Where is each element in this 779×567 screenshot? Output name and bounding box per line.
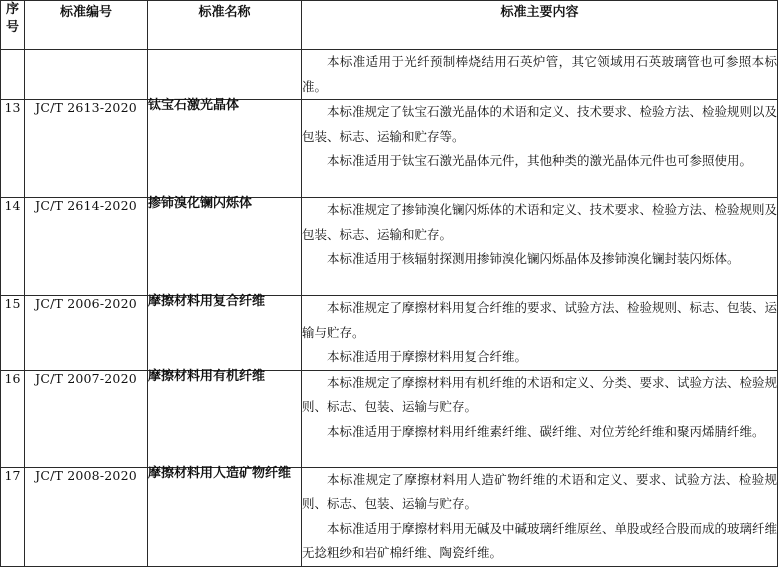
header-index [1,1,25,50]
table-row [1,467,778,566]
row-index: 17 [1,467,25,566]
row-standard-content [302,370,778,467]
row-standard-name: 摩擦材料用人造矿物纤维 [148,467,302,566]
header-index-top: 序 [5,2,19,17]
content-paragraph: 本标准适用于摩擦材料用无碱及中碱玻璃纤维原丝、单股或经合股而成的玻璃纤维无捻粗纱和岩矿棉纤维、陶瓷纤维。 [302,520,778,560]
row-index: 15 [1,296,25,371]
content-paragraph: 本标准适用于摩擦材料用复合纤维。 [327,349,528,364]
row-standard-number: JC/T 2006-2020 [25,296,148,371]
table-header-row [1,1,778,50]
row-standard-name: 摩擦材料用复合纤维 [148,296,302,371]
table-row [1,370,778,467]
row-standard-content [302,50,778,100]
row-standard-name: 摩擦材料用有机纤维 [148,370,302,467]
header-index-bottom: 号 [5,20,19,35]
row-standard-name [148,50,302,100]
row-standard-content [302,198,778,296]
row-standard-number: JC/T 2613-2020 [25,100,148,198]
table-row [1,198,778,296]
header-standard-name: 标准名称 [148,1,302,50]
row-standard-name: 掺铈溴化镧闪烁体 [148,198,302,296]
content-paragraph: 本标准适用于光纤预制棒烧结用石英炉管，其它领域用石英玻璃管也可参照本标准。 [302,54,777,94]
content-paragraph: 本标准规定了掺铈溴化镧闪烁体的术语和定义、技术要求、检验方法、检验规则及包装、标志、运输和贮存。 [302,202,778,242]
row-standard-content [302,296,778,371]
content-paragraph: 本标准适用于钛宝石激光晶体元件，其他种类的激光晶体元件也可参照使用。 [327,153,753,168]
header-standard-number: 标准编号 [25,1,148,50]
table-row [1,296,778,371]
content-paragraph: 本标准规定了摩擦材料用人造矿物纤维的术语和定义、要求、试验方法、检验规则、标志、包装、运输与贮存。 [302,471,777,511]
table-row [1,50,778,100]
row-index: 13 [1,100,25,198]
row-standard-number: JC/T 2007-2020 [25,370,148,467]
row-standard-number: JC/T 2614-2020 [25,198,148,296]
content-paragraph: 本标准规定了摩擦材料用复合纤维的要求、试验方法、检验规则、标志、包装、运输与贮存。 [302,300,778,340]
row-standard-content [302,100,778,198]
content-paragraph: 本标准规定了钛宝石激光晶体的术语和定义、技术要求、检验方法、检验规则以及包装、标志、运输和贮存等。 [302,104,778,144]
row-index: 14 [1,198,25,296]
row-index: 16 [1,370,25,467]
table-row [1,100,778,198]
row-standard-number [25,50,148,100]
content-paragraph: 本标准规定了摩擦材料用有机纤维的术语和定义、分类、要求、试验方法、检验规则、标志、包装、运输与贮存。 [302,374,778,414]
content-paragraph: 本标准适用于核辐射探测用掺铈溴化镧闪烁晶体及掺铈溴化镧封装闪烁体。 [327,251,740,266]
row-standard-content [302,467,778,566]
header-standard-content: 标准主要内容 [302,1,778,50]
row-index [1,50,25,100]
content-paragraph: 本标准适用于摩擦材料用纤维素纤维、碳纤维、对位芳纶纤维和聚丙烯腈纤维。 [327,423,765,439]
row-standard-number: JC/T 2008-2020 [25,467,148,566]
row-standard-name: 钛宝石激光晶体 [148,100,302,198]
